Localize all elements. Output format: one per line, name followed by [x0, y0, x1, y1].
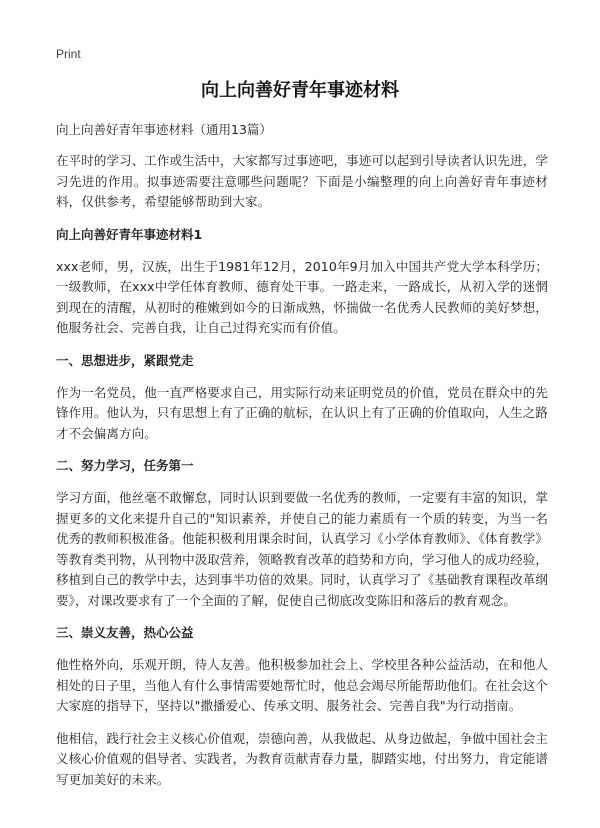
material-title: 向上向善好青年事迹材料1	[56, 226, 203, 242]
document-body	[56, 120, 548, 802]
section-heading-1: 一、思想进步，紧跟党走	[56, 352, 194, 368]
document-title: 向上向善好青年事迹材料	[201, 80, 399, 101]
section-3-paragraph-2: 他相信，践行社会主义核心价值观，崇德向善，从我做起、从身边做起，争做中国社会主义核心价值观的倡导者、实践者，为教育贡献青春力量，脚踏实地，付出努力，肯定能谱写更加美好的未来。	[56, 730, 548, 787]
document-subtitle: 向上向善好青年事迹材料（通用13篇）	[56, 122, 272, 137]
section-2-paragraph-1: 学习方面，他丝毫不敢懈怠，同时认识到要做一名优秀的教师，一定要有丰富的知识，掌握更多的文化来提升自己的"知识素养，并使自己的能力素质有一个质的转变，为当一名优秀的教师积极准备。他能积极利用课余时间，认真学习《小学体育教师》、《体育教学》等教育类刊物，从刊物中汲取营养，领略教育改革的趋势和方向，学习他人的成功经验，移植到自己的教学中去，达到事半功倍的效果。同时，认真学习了《基础教育课程改革纲要》，对课改要求有了一个全面的了解，促使自己彻底改变陈旧和落后的教育观念。	[56, 490, 548, 608]
section-3-paragraph-1: 他性格外向，乐观开朗，待人友善。他积极参加社会上、学校里各种公益活动，在和他人相处的日子里，当他人有什么事情需要她帮忙时，他总会竭尽所能帮助他们。在社会这个大家庭的指导下，坚持以"撒播爱心、传承文明、服务社会、完善自我"为行动指南。	[56, 657, 548, 713]
intro-paragraph: 在平时的学习、工作或生活中，大家都写过事迹吧，事迹可以起到引导读者认识先进，学习先进的作用。拟事迹需要注意哪些问题呢？下面是小编整理的向上向善好青年事迹材料，仅供参考，希望能够帮助到大家。	[56, 153, 548, 209]
print-link[interactable]: Print	[56, 47, 81, 61]
section-1-paragraph-1: 作为一名党员，他一直严格要求自己，用实际行动来证明党员的价值，党员在群众中的先锋作用。他认为，只有思想上有了正确的航标，在认识上有了正确的价值取向，人生之路才不会偏离方向。	[56, 384, 548, 441]
section-heading-2: 二、努力学习，任务第一	[56, 458, 194, 473]
section-heading-3: 三、崇义友善，热心公益	[56, 625, 194, 640]
bio-paragraph: xxx老师，男，汉族，出生于1981年12月，2010年9月加入中国共产党大学本科学历；一级教师，在xxx中学任体育教师、德育处干事。一路走来，一路成长，从初入学的迷惘到现在的清醒，从初时的稚嫩到如今的日渐成熟，怀揣做一名优秀人民教师的美好梦想，他服务社会、完善自我，让自己过得充实而有价值。	[56, 258, 548, 335]
